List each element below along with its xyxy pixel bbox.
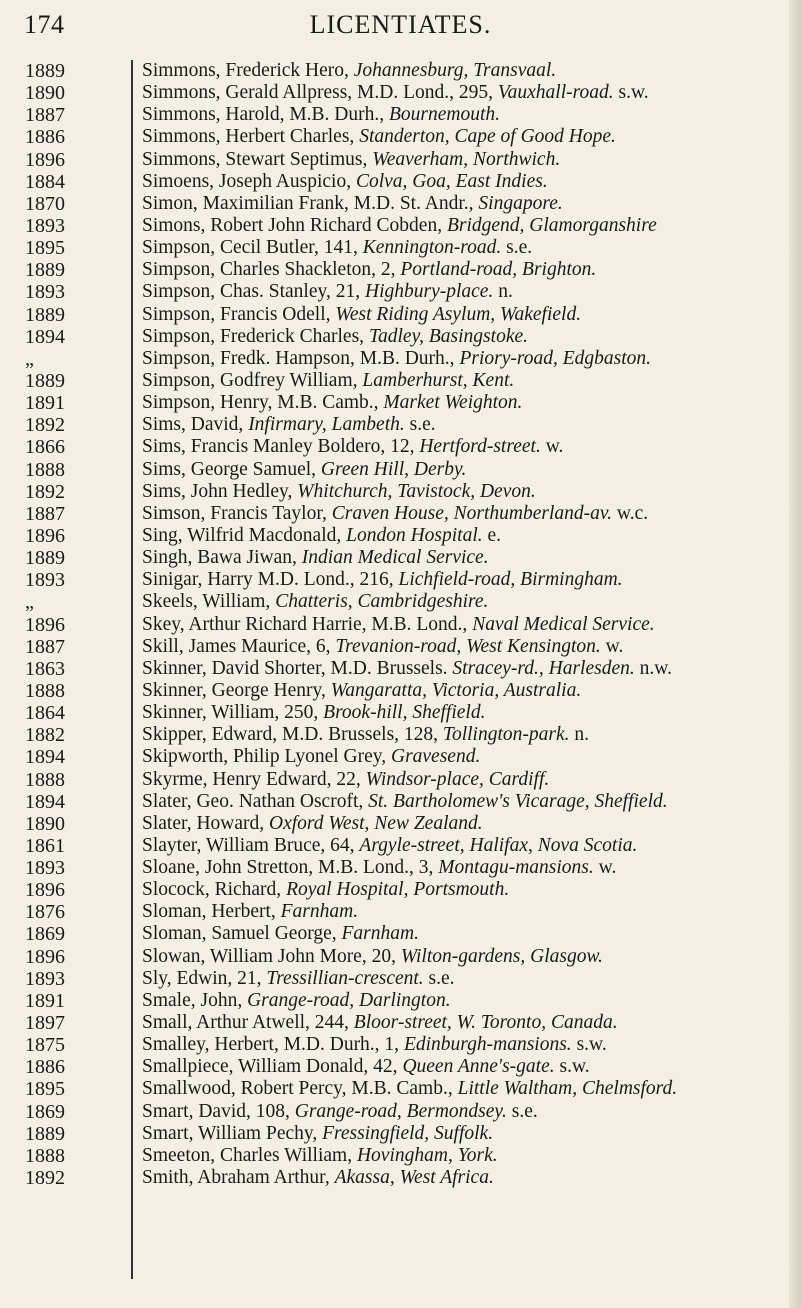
entry-year: 1875 xyxy=(25,1034,65,1057)
entry-year: 1888 xyxy=(25,1144,65,1167)
entry-text xyxy=(142,1167,790,1189)
entry-name: Skipper, Edward, M.D. Brussels, 128, xyxy=(142,724,443,746)
entry-name: Sing, Wilfrid Macdonald, xyxy=(142,524,347,546)
entry-name: Sloane, John Stretton, M.B. Lond., 3, xyxy=(142,857,439,879)
entry-row xyxy=(0,436,801,458)
entry-text xyxy=(142,569,790,591)
entry-place: Fressingfield, Suffolk. xyxy=(322,1122,494,1144)
entry-row xyxy=(0,348,801,370)
entry-place: Vauxhall-road. xyxy=(497,82,614,104)
entry-text xyxy=(142,724,790,746)
entry-name: Simons, Robert John Richard Cobden, xyxy=(142,214,447,236)
entry-name: Slayter, William Bruce, 64, xyxy=(142,834,360,856)
entry-year: 1887 xyxy=(25,635,65,658)
entry-text xyxy=(142,990,790,1012)
entry-row xyxy=(0,60,801,82)
entry-district: w. xyxy=(540,436,564,458)
entry-row xyxy=(0,149,801,171)
entry-year: 1896 xyxy=(25,879,65,902)
entry-place: Farnham. xyxy=(280,901,359,923)
entry-place: Queen Anne's-gate. xyxy=(402,1056,555,1078)
entry-name: Smart, William Pechy, xyxy=(142,1122,323,1144)
entry-name: Skyrme, Henry Edward, 22, xyxy=(142,768,366,790)
entry-place: Bloor-street, W. Toronto, Canada. xyxy=(353,1012,618,1034)
entry-district: s.w. xyxy=(554,1056,590,1078)
entry-year: 1889 xyxy=(25,1122,65,1145)
entry-row xyxy=(0,1101,801,1123)
page-edge xyxy=(789,0,801,1308)
entry-place: Colva, Goa, East Indies. xyxy=(355,170,548,192)
entry-place: Tadley, Basingstoke. xyxy=(368,325,529,347)
entry-year: 1896 xyxy=(25,613,65,636)
entry-year: 1896 xyxy=(25,524,65,547)
entry-place: Kennington-road. xyxy=(362,237,502,259)
entry-name: Smart, David, 108, xyxy=(142,1100,295,1122)
entry-row xyxy=(0,879,801,901)
entry-place: Chatteris, Cambridgeshire. xyxy=(275,591,489,613)
entry-row xyxy=(0,392,801,414)
entry-row xyxy=(0,636,801,658)
entry-year: 1891 xyxy=(25,392,65,415)
entry-text xyxy=(142,1101,790,1123)
entry-row xyxy=(0,658,801,680)
entry-year: 1893 xyxy=(25,569,65,592)
entry-text xyxy=(142,281,790,303)
entry-year: 1889 xyxy=(25,60,65,82)
entry-name: Slowan, William John More, 20, xyxy=(142,945,401,967)
entry-row xyxy=(0,1078,801,1100)
entry-text xyxy=(142,702,790,724)
entry-district: s.w. xyxy=(571,1034,607,1056)
entry-place: West Riding Asylum, Wakefield. xyxy=(335,303,582,325)
entry-text xyxy=(142,680,790,702)
entry-name: Slater, Howard, xyxy=(142,812,270,834)
entry-name: Sly, Edwin, 21, xyxy=(142,967,267,989)
entry-text xyxy=(142,1012,790,1034)
entry-place: St. Bartholomew's Vicarage, Sheffield. xyxy=(368,790,668,812)
entry-row xyxy=(0,923,801,945)
entry-place: Whitchurch, Tavistock, Devon. xyxy=(297,480,536,502)
entry-place: Royal Hospital, Portsmouth. xyxy=(286,879,510,901)
running-head: LICENTIATES. xyxy=(309,10,492,39)
entry-text xyxy=(142,414,790,436)
entry-year: 1892 xyxy=(25,1167,65,1190)
entry-year: 1894 xyxy=(25,746,65,769)
entry-year: 1882 xyxy=(25,724,65,747)
entry-row xyxy=(0,326,801,348)
entry-row xyxy=(0,304,801,326)
entry-place: Lamberhurst, Kent. xyxy=(362,369,515,391)
entry-text xyxy=(142,1078,790,1100)
page-header xyxy=(0,10,801,42)
entry-name: Skipworth, Philip Lyonel Grey, xyxy=(142,746,391,768)
entry-row xyxy=(0,547,801,569)
entry-text xyxy=(142,259,790,281)
entry-name: Simpson, Francis Odell, xyxy=(142,303,336,325)
entry-district: n. xyxy=(569,724,590,746)
entry-row xyxy=(0,857,801,879)
entry-row xyxy=(0,1123,801,1145)
entry-place: Tollington-park. xyxy=(442,724,570,746)
entry-year: 1884 xyxy=(25,170,65,193)
entry-name: Smith, Abraham Arthur, xyxy=(142,1167,335,1189)
entry-row xyxy=(0,569,801,591)
entry-place: Bridgend, Glamorganshire xyxy=(446,214,657,236)
entry-year: 1894 xyxy=(25,325,65,348)
entry-place: Brook-hill, Sheffield. xyxy=(323,702,486,724)
entry-year: 1891 xyxy=(25,989,65,1012)
entry-row xyxy=(0,769,801,791)
entry-place: Portland-road, Brighton. xyxy=(400,259,597,281)
entry-year: 1897 xyxy=(25,1012,65,1035)
entry-row xyxy=(0,193,801,215)
entry-row xyxy=(0,1145,801,1167)
entry-place: Argyle-street, Halifax, Nova Scotia. xyxy=(359,834,638,856)
entry-text xyxy=(142,304,790,326)
entry-text xyxy=(142,149,790,171)
entry-year: 1887 xyxy=(25,104,65,127)
entry-place: Standerton, Cape of Good Hope. xyxy=(359,126,616,148)
entry-year: 1896 xyxy=(25,945,65,968)
entry-year: 1895 xyxy=(25,1078,65,1101)
entry-row xyxy=(0,503,801,525)
entry-place: Tressillian-crescent. xyxy=(266,967,424,989)
entry-year: 1892 xyxy=(25,480,65,503)
entry-row xyxy=(0,746,801,768)
entry-text xyxy=(142,968,790,990)
entry-name: Simoens, Joseph Auspicio, xyxy=(142,170,356,192)
entry-district: e. xyxy=(482,524,502,546)
entry-text xyxy=(142,746,790,768)
entry-year: 1889 xyxy=(25,303,65,326)
entry-row xyxy=(0,281,801,303)
entry-year: 1890 xyxy=(25,82,65,105)
entry-row xyxy=(0,459,801,481)
entry-year: 1864 xyxy=(25,702,65,725)
entry-place: Infirmary, Lambeth. xyxy=(248,414,405,436)
entry-text xyxy=(142,171,790,193)
entry-list xyxy=(0,60,801,1189)
entry-place: Farnham. xyxy=(341,923,419,945)
entry-place: Wangaratta, Victoria, Australia. xyxy=(330,679,582,701)
entry-row xyxy=(0,702,801,724)
entry-place: Oxford West, New Zealand. xyxy=(269,812,483,834)
entry-year: 1894 xyxy=(25,790,65,813)
entry-text xyxy=(142,901,790,923)
entry-name: Smallwood, Robert Percy, M.B. Camb., xyxy=(142,1078,458,1100)
entry-place: Edinburgh-mansions. xyxy=(403,1034,572,1056)
entry-name: Skinner, George Henry, xyxy=(142,679,331,701)
entry-year: 1888 xyxy=(25,768,65,791)
entry-year: 1886 xyxy=(25,126,65,149)
entry-text xyxy=(142,237,790,259)
entry-name: Slocock, Richard, xyxy=(142,879,287,901)
entry-district: n.w. xyxy=(634,657,672,679)
entry-year: 1887 xyxy=(25,502,65,525)
entry-text xyxy=(142,1123,790,1145)
entry-text xyxy=(142,348,790,370)
entry-text xyxy=(142,946,790,968)
entry-text xyxy=(142,614,790,636)
entry-text xyxy=(142,370,790,392)
entry-name: Sims, David, xyxy=(142,414,249,436)
entry-name: Skinner, William, 250, xyxy=(142,702,324,724)
entry-row xyxy=(0,1034,801,1056)
entry-name: Simpson, Chas. Stanley, 21, xyxy=(142,281,365,303)
entry-row xyxy=(0,370,801,392)
entry-place: Priory-road, Edgbaston. xyxy=(459,347,652,369)
entry-year: 1893 xyxy=(25,967,65,990)
entry-text xyxy=(142,436,790,458)
entry-year: 1888 xyxy=(25,458,65,481)
entry-row xyxy=(0,237,801,259)
entry-place: Akassa, West Africa. xyxy=(334,1167,494,1189)
entry-row xyxy=(0,614,801,636)
entry-year: „ xyxy=(25,347,34,370)
entry-row xyxy=(0,1012,801,1034)
entry-name: Simmons, Frederick Hero, xyxy=(142,60,354,81)
entry-text xyxy=(142,923,790,945)
entry-year: 1889 xyxy=(25,369,65,392)
entry-row xyxy=(0,481,801,503)
entry-name: Simmons, Gerald Allpress, M.D. Lond., 295, xyxy=(142,82,498,104)
entry-name: Smeeton, Charles William, xyxy=(142,1144,357,1166)
entry-district: w. xyxy=(600,635,624,657)
entry-text xyxy=(142,503,790,525)
entry-name: Simpson, Godfrey William, xyxy=(142,369,363,391)
entry-place: Grange-road, Darlington. xyxy=(247,989,451,1011)
entry-year: 1861 xyxy=(25,834,65,857)
entry-year: 1869 xyxy=(25,1100,65,1123)
entry-row xyxy=(0,813,801,835)
entry-year: 1893 xyxy=(25,214,65,237)
entry-row xyxy=(0,946,801,968)
entry-name: Simpson, Henry, M.B. Camb., xyxy=(142,392,384,414)
entry-year: 1893 xyxy=(25,281,65,304)
entry-name: Sloman, Samuel George, xyxy=(142,923,342,945)
entry-row xyxy=(0,990,801,1012)
entry-text xyxy=(142,326,790,348)
entry-place: Bournemouth. xyxy=(389,104,501,126)
entry-name: Small, Arthur Atwell, 244, xyxy=(142,1012,354,1034)
entry-name: Simmons, Stewart Septimus, xyxy=(142,148,373,170)
entry-text xyxy=(142,769,790,791)
entry-row xyxy=(0,835,801,857)
entry-name: Skill, James Maurice, 6, xyxy=(142,635,336,657)
entry-row xyxy=(0,591,801,613)
entry-text xyxy=(142,547,790,569)
entry-district: s.e. xyxy=(423,967,455,989)
entry-year: 1866 xyxy=(25,436,65,459)
entry-text xyxy=(142,104,790,126)
entry-text xyxy=(142,1034,790,1056)
entry-place: Singapore. xyxy=(478,192,563,214)
entry-row xyxy=(0,968,801,990)
entry-place: Craven House, Northumberland-av. xyxy=(331,502,612,524)
entry-name: Smale, John, xyxy=(142,989,248,1011)
entry-name: Sims, Francis Manley Boldero, 12, xyxy=(142,436,420,458)
entry-text xyxy=(142,215,790,237)
entry-name: Simpson, Frederick Charles, xyxy=(142,325,369,347)
entry-name: Simpson, Fredk. Hampson, M.B. Durh., xyxy=(142,347,460,369)
entry-year: 1889 xyxy=(25,547,65,570)
entry-place: Trevanion-road, West Kensington. xyxy=(335,635,601,657)
entry-name: Sinigar, Harry M.D. Lond., 216, xyxy=(142,569,399,591)
entry-row xyxy=(0,1167,801,1189)
entry-year: 1863 xyxy=(25,657,65,680)
entry-place: Stracey-rd., Harlesden. xyxy=(452,657,635,679)
entry-row xyxy=(0,82,801,104)
entry-district: s.e. xyxy=(501,237,533,259)
entry-text xyxy=(142,658,790,680)
entry-place: Highbury-place. xyxy=(365,281,494,303)
entry-name: Simmons, Herbert Charles, xyxy=(142,126,360,148)
entry-row xyxy=(0,171,801,193)
entry-district: s.w. xyxy=(613,82,649,104)
entry-year: 1886 xyxy=(25,1056,65,1079)
entry-text xyxy=(142,481,790,503)
entry-place: Weaverham, Northwich. xyxy=(372,148,561,170)
entry-name: Smallpiece, William Donald, 42, xyxy=(142,1056,403,1078)
entry-row xyxy=(0,1056,801,1078)
entry-text xyxy=(142,82,790,104)
entry-text xyxy=(142,1145,790,1167)
entry-place: Green Hill, Derby. xyxy=(320,458,467,480)
entry-row xyxy=(0,126,801,148)
entry-district: w.c. xyxy=(612,502,649,524)
entry-text xyxy=(142,636,790,658)
entry-place: Gravesend. xyxy=(390,746,481,768)
entry-row xyxy=(0,215,801,237)
entry-name: Sims, George Samuel, xyxy=(142,458,321,480)
entry-year: „ xyxy=(25,591,34,614)
entry-text xyxy=(142,126,790,148)
entry-year: 1876 xyxy=(25,901,65,924)
entry-year: 1895 xyxy=(25,237,65,260)
entry-name: Skinner, David Shorter, M.D. Brussels. xyxy=(142,657,453,679)
entry-row xyxy=(0,414,801,436)
entry-name: Skey, Arthur Richard Harrie, M.B. Lond., xyxy=(142,613,473,635)
entry-year: 1893 xyxy=(25,857,65,880)
entry-name: Simpson, Charles Shackleton, 2, xyxy=(142,259,401,281)
entry-place: Johannesburg, Transvaal. xyxy=(353,60,557,81)
entry-text xyxy=(142,60,790,82)
page-number: 174 xyxy=(24,10,65,39)
entry-name: Skeels, William, xyxy=(142,591,276,613)
entry-place: Hovingham, York. xyxy=(356,1144,498,1166)
entry-place: Lichfield-road, Birmingham. xyxy=(398,569,623,591)
entry-place: Wilton-gardens, Glasgow. xyxy=(400,945,603,967)
entry-place: Windsor-place, Cardiff. xyxy=(365,768,550,790)
entry-row xyxy=(0,680,801,702)
entry-district: n. xyxy=(493,281,513,303)
entry-name: Simmons, Harold, M.B. Durh., xyxy=(142,104,390,126)
entry-name: Simpson, Cecil Butler, 141, xyxy=(142,237,363,259)
entry-name: Singh, Bawa Jiwan, xyxy=(142,547,302,569)
entry-year: 1889 xyxy=(25,259,65,282)
entry-district: w. xyxy=(593,857,617,879)
entry-place: Montagu-mansions. xyxy=(438,857,594,879)
entry-row xyxy=(0,525,801,547)
entry-district: s.e. xyxy=(404,414,436,436)
entry-row xyxy=(0,901,801,923)
entry-text xyxy=(142,1056,790,1078)
entry-place: Indian Medical Service. xyxy=(301,547,489,569)
entry-year: 1896 xyxy=(25,148,65,171)
entry-text xyxy=(142,459,790,481)
entry-text xyxy=(142,525,790,547)
entry-place: Little Waltham, Chelmsford. xyxy=(457,1078,678,1100)
entry-row xyxy=(0,104,801,126)
entry-text xyxy=(142,835,790,857)
entry-place: Naval Medical Service. xyxy=(472,613,655,635)
entry-name: Slater, Geo. Nathan Oscroft, xyxy=(142,790,369,812)
entry-place: Grange-road, Bermondsey. xyxy=(294,1100,507,1122)
entry-place: Hertford-street. xyxy=(419,436,541,458)
entry-place: London Hospital. xyxy=(346,524,483,546)
entry-name: Simon, Maximilian Frank, M.D. St. Andr., xyxy=(142,192,479,214)
entry-year: 1888 xyxy=(25,679,65,702)
entry-text xyxy=(142,879,790,901)
entry-year: 1869 xyxy=(25,923,65,946)
entry-text xyxy=(142,857,790,879)
entry-district: s.e. xyxy=(506,1100,538,1122)
entry-year: 1892 xyxy=(25,414,65,437)
entry-text xyxy=(142,791,790,813)
entry-year: 1890 xyxy=(25,812,65,835)
entry-row xyxy=(0,724,801,746)
entry-place: Market Weighton. xyxy=(383,392,523,414)
entry-text xyxy=(142,813,790,835)
entry-year: 1870 xyxy=(25,192,65,215)
entry-name: Sloman, Herbert, xyxy=(142,901,281,923)
entry-name: Simson, Francis Taylor, xyxy=(142,502,332,524)
entry-name: Smalley, Herbert, M.D. Durh., 1, xyxy=(142,1034,404,1056)
entry-text xyxy=(142,392,790,414)
entry-text xyxy=(142,591,790,613)
entry-row xyxy=(0,259,801,281)
entry-row xyxy=(0,791,801,813)
entry-text xyxy=(142,193,790,215)
entry-name: Sims, John Hedley, xyxy=(142,480,298,502)
